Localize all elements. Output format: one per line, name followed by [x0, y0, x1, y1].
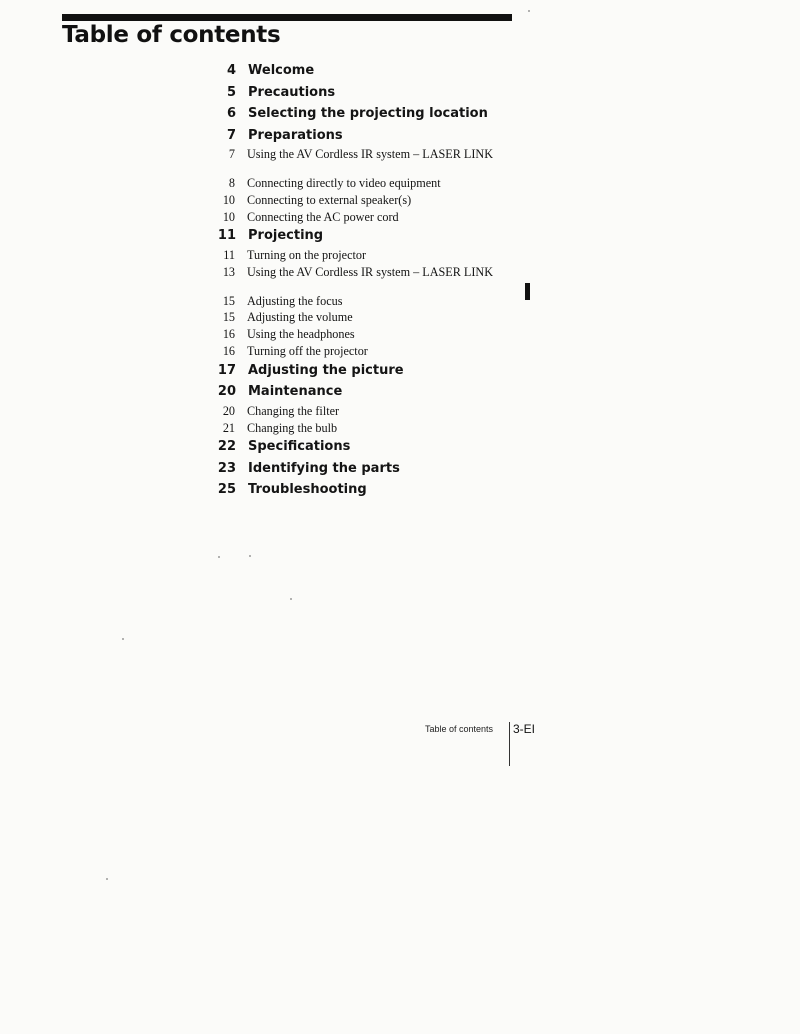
footer-divider [509, 722, 510, 766]
toc-entry-title: Changing the filter [247, 403, 340, 418]
toc-page-number: 25 [217, 482, 236, 498]
header-rule [62, 14, 512, 21]
toc-entry-title: Precautions [248, 84, 336, 100]
toc-page-number: 22 [217, 439, 236, 455]
scan-speck [218, 556, 220, 558]
toc-subentry-external-speakers[interactable] [208, 194, 508, 211]
toc-entry-title: Using the headphones [247, 327, 355, 342]
toc-entry-title: Welcome [248, 63, 315, 78]
toc-page-number: 13 [222, 264, 235, 279]
toc-entry-title: Selecting the projecting location [248, 106, 488, 121]
toc-entry-title: Connecting directly to video equipment [247, 176, 441, 190]
toc-entry-preparations[interactable] [208, 127, 508, 149]
toc-entry-title: Troubleshooting [248, 482, 367, 498]
toc-subentry-focus[interactable] [208, 295, 508, 312]
toc-subentry-ac-power-cord[interactable] [208, 211, 508, 228]
toc-page-number: 11 [223, 247, 235, 262]
toc-entry-title: Using the AV Cordless IR system – LASER LINK [247, 147, 494, 161]
toc-entry-title: Adjusting the focus [247, 293, 343, 308]
toc-entry-specifications[interactable] [208, 438, 508, 460]
toc-entry-title: Using the AV Cordless IR system – LASER LINK [247, 264, 494, 279]
toc-entry-title: Adjusting the picture [248, 362, 404, 378]
toc-entry-title: Turning on the projector [247, 247, 367, 262]
toc-entry-precautions[interactable] [208, 84, 508, 106]
toc-subentry-connecting-video[interactable] [208, 177, 508, 194]
toc-entry-projecting[interactable] [208, 227, 508, 249]
toc-entry-title: Changing the bulb [247, 420, 338, 435]
toc-page-number: 7 [226, 127, 236, 143]
toc-subentry-turning-on[interactable] [208, 249, 508, 266]
toc-page-number: 15 [222, 310, 235, 325]
toc-page-number: 21 [222, 420, 235, 435]
toc-entry-title: Identifying the parts [248, 460, 400, 476]
scan-speck [106, 878, 108, 880]
scan-speck [528, 10, 530, 12]
toc-page-number: 4 [226, 63, 236, 78]
toc-page-number: 15 [222, 293, 235, 308]
scan-speck [290, 598, 292, 600]
toc-entry-title: Preparations [248, 127, 343, 143]
toc-subentry-laser-link[interactable] [208, 148, 508, 177]
scan-speck [122, 638, 124, 640]
toc-page-number: 16 [222, 327, 235, 342]
toc-entry-selecting-location[interactable] [208, 105, 508, 127]
toc-entry-identifying-parts[interactable] [208, 460, 508, 482]
toc-page-number: 20 [222, 403, 235, 418]
toc-entry-welcome[interactable] [208, 62, 508, 84]
toc-subentry-turning-off[interactable] [208, 345, 508, 362]
toc-page-number: 11 [217, 228, 236, 244]
toc-page-number: 10 [222, 209, 235, 224]
toc-entry-maintenance[interactable] [208, 383, 508, 405]
toc-entry-troubleshooting[interactable] [208, 481, 508, 503]
toc-page-number: 6 [226, 106, 236, 121]
toc-page-number: 7 [228, 147, 235, 161]
toc-page-number: 20 [217, 384, 236, 400]
toc-entry-title: Projecting [248, 228, 324, 244]
toc-subentry-filter[interactable] [208, 405, 508, 422]
toc-page-number: 16 [222, 344, 235, 359]
toc-subentry-laser-link-projecting[interactable] [208, 266, 508, 295]
margin-marker [525, 283, 530, 300]
toc-entry-title: Maintenance [248, 384, 343, 400]
toc-subentry-volume[interactable] [208, 311, 508, 328]
toc-page-number: 5 [226, 84, 236, 100]
page-number: 3-EI [513, 722, 536, 736]
toc-page-number: 8 [228, 176, 235, 190]
toc-entry-title: Specifications [248, 439, 351, 455]
toc-list [208, 62, 508, 503]
toc-page-number: 17 [217, 362, 236, 378]
toc-entry-adjusting-picture[interactable] [208, 362, 508, 384]
toc-subentry-headphones[interactable] [208, 328, 508, 345]
toc-entry-title: Adjusting the volume [247, 310, 353, 325]
toc-entry-title: Connecting to external speaker(s) [247, 192, 412, 207]
toc-page-number: 23 [217, 460, 236, 476]
toc-subentry-bulb[interactable] [208, 422, 508, 439]
footer-section-label: Table of contents [425, 724, 494, 734]
toc-page-number: 10 [222, 192, 235, 207]
toc-entry-title: Connecting the AC power cord [247, 209, 399, 224]
scan-speck [249, 555, 251, 557]
page-title: Table of contents [62, 22, 281, 48]
toc-entry-title: Turning off the projector [247, 344, 368, 359]
